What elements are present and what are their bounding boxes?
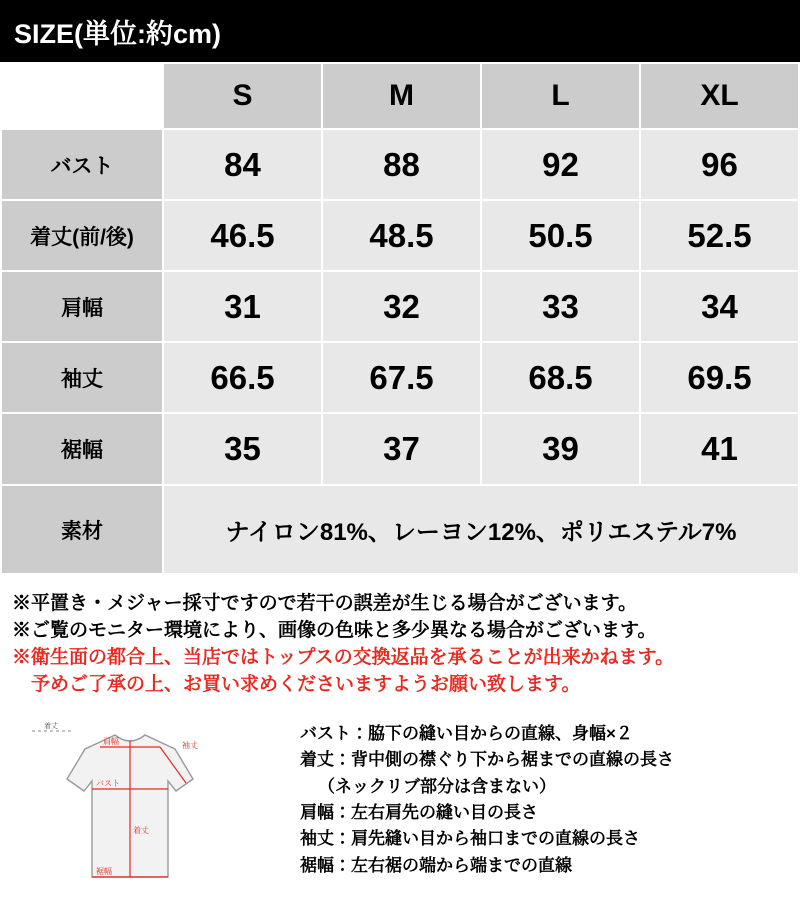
legend-desc-sleeve: 肩先縫い目から袖口までの直線の長さ	[351, 829, 640, 849]
row-label-shoulder: 肩幅	[1, 271, 163, 342]
table-row	[1, 342, 799, 413]
row-label-length: 着丈(前/後)	[1, 200, 163, 271]
cell-hem-m: 37	[322, 413, 481, 485]
table-row	[1, 129, 799, 200]
legend-term-sleeve: 袖丈：	[300, 829, 351, 849]
row-label-sleeve: 袖丈	[1, 342, 163, 413]
cell-bust-l: 92	[481, 129, 640, 200]
legend-desc-length: 背中側の襟ぐり下から裾までの直線の長さ	[351, 750, 674, 770]
legend-term-hem: 裾幅：	[300, 855, 351, 875]
row-label-bust: バスト	[1, 129, 163, 200]
cell-length-s: 46.5	[163, 200, 322, 271]
measurement-guide	[0, 717, 800, 902]
cell-shoulder-m: 32	[322, 271, 481, 342]
table-header-row	[1, 63, 799, 129]
measurement-legend	[300, 717, 800, 902]
legend-term-length: 着丈：	[300, 750, 351, 770]
legend-row-sleeve	[300, 826, 800, 852]
diagram-label-shoulder: 肩幅	[103, 736, 119, 746]
cell-material-value: ナイロン81%、レーヨン12%、ポリエステル7%	[163, 485, 799, 574]
note-line-1: ※平置き・メジャー採寸ですので若干の誤差が生じる場合がございます。	[12, 593, 638, 614]
note-line-3: ※衛生面の都合上、当店ではトップスの交換返品を承ることが出来かねます。	[12, 646, 675, 668]
table-row	[1, 413, 799, 485]
size-table	[0, 62, 800, 575]
note-line-4: 予めご了承の上、お買い求めくださいますようお願い致します。	[31, 673, 581, 695]
table-corner-cell	[1, 63, 163, 129]
cell-hem-l: 39	[481, 413, 640, 485]
legend-term-shoulder: 肩幅：	[300, 802, 351, 822]
cell-length-xl: 52.5	[640, 200, 799, 271]
cell-bust-m: 88	[322, 129, 481, 200]
legend-sub-length: （ネックリブ部分は含まない）	[318, 776, 556, 796]
legend-row-bust	[300, 721, 800, 747]
column-header-xl: XL	[640, 63, 799, 129]
cell-sleeve-s: 66.5	[163, 342, 322, 413]
legend-row-hem	[300, 853, 800, 879]
diagram-label-length: 着丈	[133, 825, 149, 835]
tshirt-diagram	[10, 717, 300, 902]
legend-desc-shoulder: 左右肩先の縫い目の長さ	[351, 802, 538, 822]
row-label-hem: 裾幅	[1, 413, 163, 485]
legend-desc-hem: 左右裾の端から端までの直線	[351, 855, 572, 875]
table-row-material	[1, 485, 799, 574]
legend-row-shoulder	[300, 800, 800, 826]
column-header-m: M	[322, 63, 481, 129]
table-row	[1, 200, 799, 271]
row-label-material: 素材	[1, 485, 163, 574]
legend-term-bust: バスト：	[300, 723, 368, 743]
cell-length-l: 50.5	[481, 200, 640, 271]
diagram-label-bust: バスト	[96, 778, 120, 788]
note-line-2: ※ご覧のモニター環境により、画像の色味と多少異なる場合がございます。	[12, 619, 657, 641]
top-ruler-label: 着丈	[44, 722, 58, 730]
cell-shoulder-xl: 34	[640, 271, 799, 342]
size-header-bar	[0, 0, 800, 62]
legend-row-length	[300, 747, 800, 773]
cell-hem-s: 35	[163, 413, 322, 485]
cell-length-m: 48.5	[322, 200, 481, 271]
cell-bust-xl: 96	[640, 129, 799, 200]
diagram-label-sleeve: 袖丈	[182, 740, 198, 750]
cell-sleeve-l: 68.5	[481, 342, 640, 413]
cell-shoulder-l: 33	[481, 271, 640, 342]
cell-shoulder-s: 31	[163, 271, 322, 342]
column-header-l: L	[481, 63, 640, 129]
cell-bust-s: 84	[163, 129, 322, 200]
notes-block	[0, 575, 800, 699]
size-header-title: SIZE(単位:約cm)	[14, 18, 222, 49]
column-header-s: S	[163, 63, 322, 129]
cell-sleeve-m: 67.5	[322, 342, 481, 413]
diagram-label-hem: 裾幅	[96, 866, 112, 876]
tshirt-outline-icon	[10, 717, 300, 897]
cell-sleeve-xl: 69.5	[640, 342, 799, 413]
cell-hem-xl: 41	[640, 413, 799, 485]
table-row	[1, 271, 799, 342]
legend-desc-bust: 脇下の縫い目からの直線、身幅×２	[368, 723, 633, 743]
